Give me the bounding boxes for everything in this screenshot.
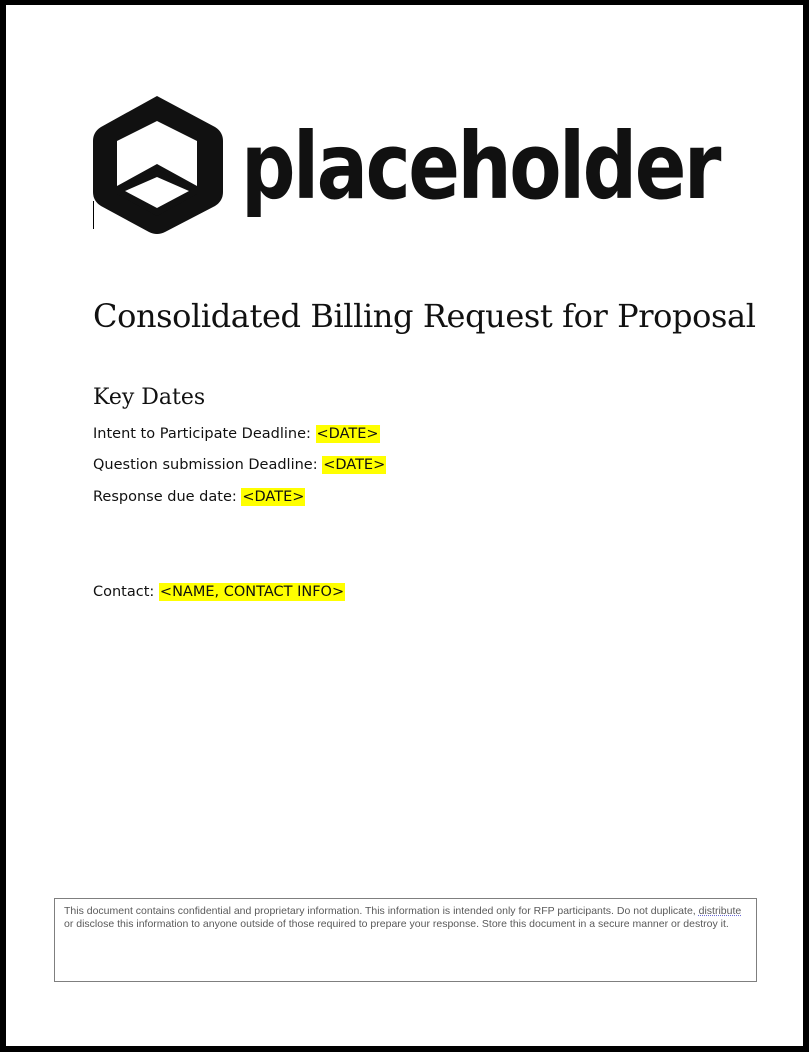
intent-deadline-value: <DATE> bbox=[316, 426, 379, 442]
intent-deadline-label: Intent to Participate Deadline: bbox=[93, 426, 311, 442]
contact-line bbox=[93, 582, 345, 602]
company-logo bbox=[93, 94, 733, 234]
logo-wordmark: placeholder bbox=[241, 113, 723, 220]
confidentiality-notice bbox=[54, 898, 757, 982]
document-page bbox=[6, 5, 803, 1046]
hexagon-logo-icon bbox=[93, 96, 223, 234]
notice-flagged-word: distribute bbox=[698, 905, 742, 917]
notice-text-part1: This document contains confidential and proprietary information. This information is intended only for RFP participants. Do not duplicate, bbox=[64, 905, 699, 917]
response-due-line bbox=[93, 487, 305, 507]
text-cursor bbox=[93, 201, 94, 229]
question-deadline-label: Question submission Deadline: bbox=[93, 457, 318, 473]
response-due-value: <DATE> bbox=[242, 489, 305, 505]
key-dates-heading: Key Dates bbox=[93, 385, 206, 410]
intent-deadline-line bbox=[93, 424, 380, 444]
notice-text-part2: or disclose this information to anyone outside of those required to prepare your response. Store this document in a secure manner or destroy it. bbox=[64, 918, 729, 930]
contact-value: <NAME, CONTACT INFO> bbox=[159, 584, 345, 600]
question-deadline-line bbox=[93, 455, 386, 475]
document-title: Consolidated Billing Request for Proposal bbox=[93, 297, 756, 335]
contact-label: Contact: bbox=[93, 584, 155, 600]
question-deadline-value: <DATE> bbox=[323, 457, 386, 473]
response-due-label: Response due date: bbox=[93, 489, 237, 505]
